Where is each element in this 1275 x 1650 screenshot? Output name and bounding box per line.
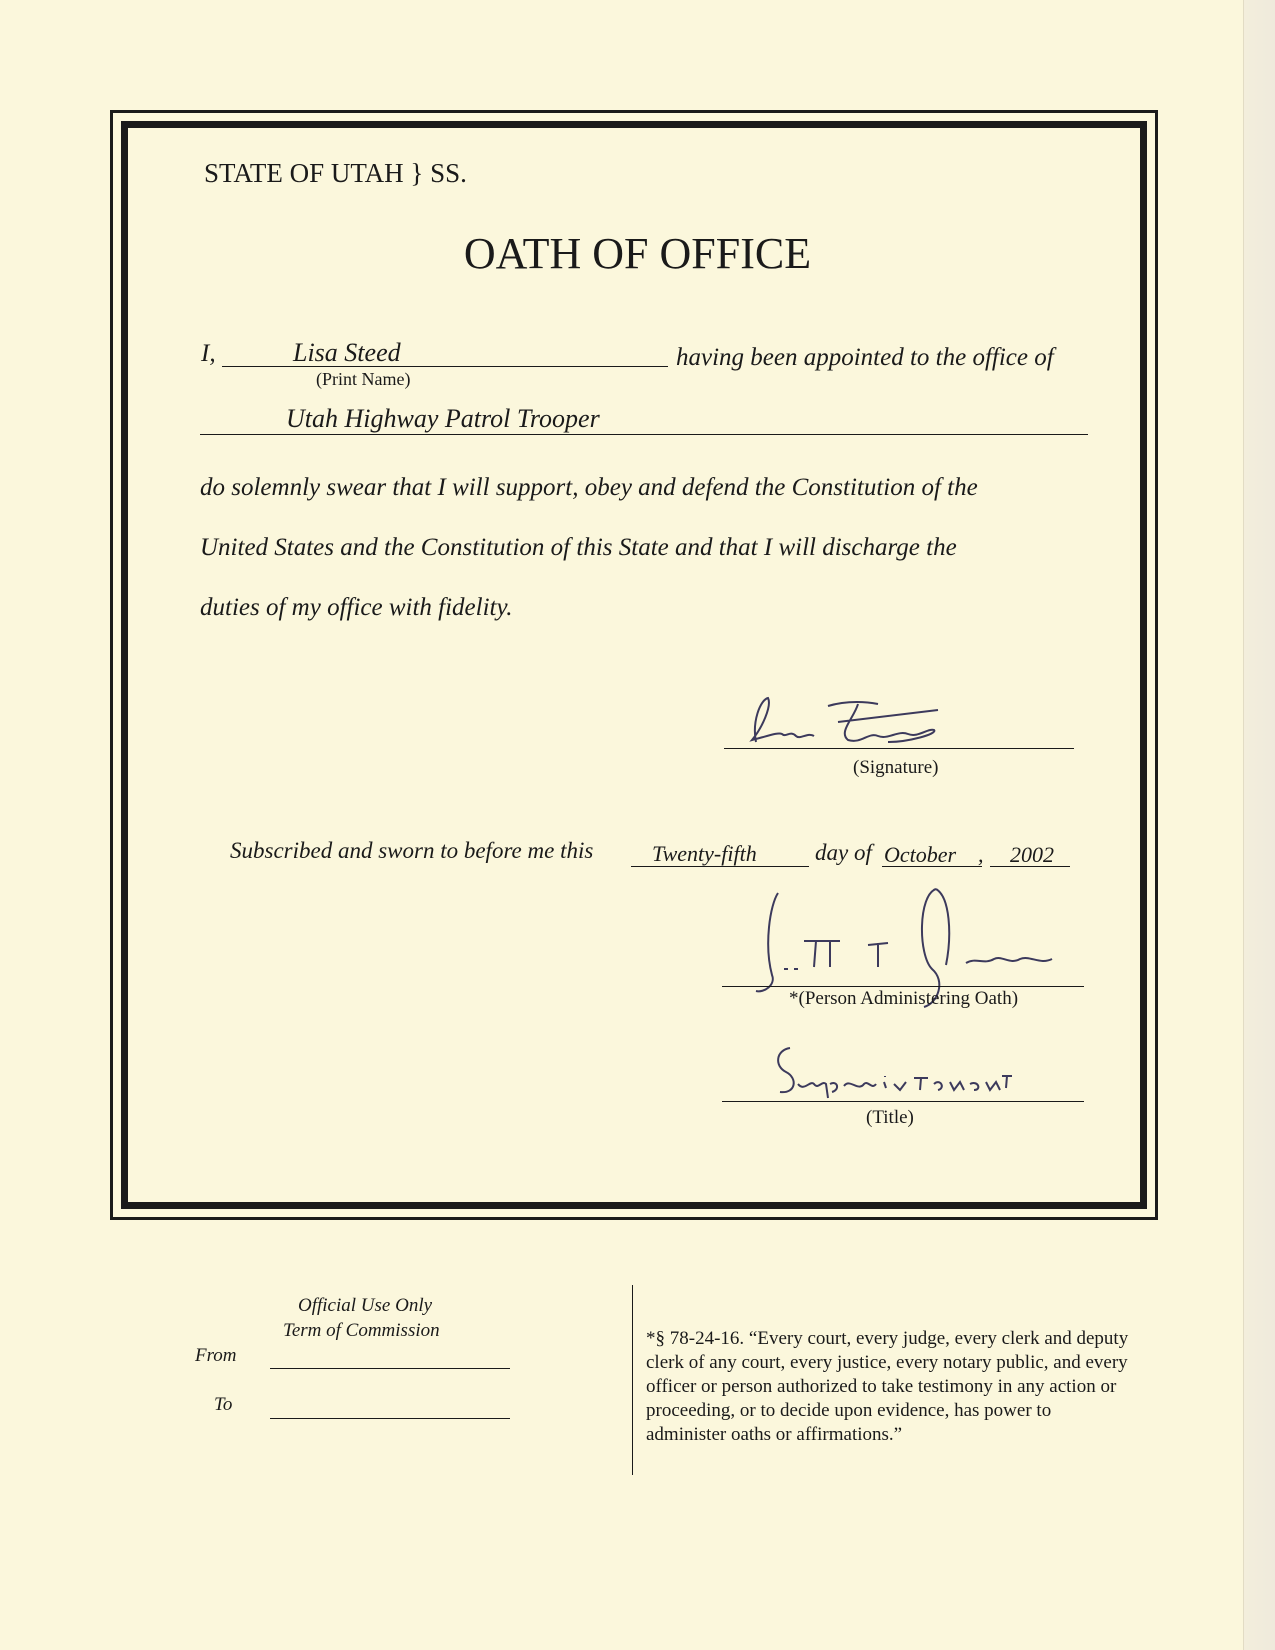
to-field-line[interactable] [270, 1418, 510, 1419]
oath-body-line-2: United States and the Constitution of this State and that I will discharge the [200, 534, 957, 561]
signature-mark [738, 692, 978, 752]
subscribed-text: Subscribed and sworn to before me this [230, 838, 594, 863]
day-of-text: day of [815, 840, 872, 865]
from-label: From [195, 1345, 237, 1366]
document-title: OATH OF OFFICE [463, 229, 812, 278]
administrator-caption: *(Person Administering Oath) [789, 988, 1019, 1009]
title-caption: (Title) [866, 1107, 914, 1128]
title-line [722, 1101, 1084, 1102]
date-comma: , [978, 842, 984, 867]
day-value: Twenty-fifth [652, 841, 757, 866]
title-handwriting-mark [768, 1040, 1018, 1100]
vertical-divider [632, 1285, 633, 1475]
state-line: STATE OF UTAH } SS. [204, 158, 467, 188]
from-field-line[interactable] [270, 1368, 510, 1369]
administrator-line [722, 986, 1084, 987]
statute-footnote: *§ 78-24-16. “Every court, every judge, every clerk and deputy clerk of any court, every justice, every notary public, and every officer or person authorized to take testimony in any action or proceeding, or to decide upon evidence, has power to administer oaths or affirmations.” [646, 1328, 1129, 1445]
oath-body-line-1: do solemnly swear that I will support, obey and defend the Constitution of the [200, 474, 978, 501]
signature-caption: (Signature) [853, 757, 939, 778]
appointed-text: having been appointed to the office of [676, 344, 1054, 371]
term-of-commission-heading: Term of Commission [283, 1320, 440, 1341]
print-name-value: Lisa Steed [293, 338, 401, 367]
office-value: Utah Highway Patrol Trooper [286, 404, 600, 433]
to-label: To [214, 1394, 233, 1415]
official-use-heading: Official Use Only [298, 1295, 433, 1316]
office-line [200, 434, 1088, 435]
print-name-caption: (Print Name) [316, 369, 411, 389]
month-value: October [884, 842, 957, 867]
print-name-line [222, 366, 668, 367]
year-value: 2002 [1010, 842, 1054, 867]
signature-line [724, 748, 1074, 749]
oath-body-line-3: duties of my office with fidelity. [200, 594, 513, 621]
oath-i-label: I, [201, 340, 216, 367]
